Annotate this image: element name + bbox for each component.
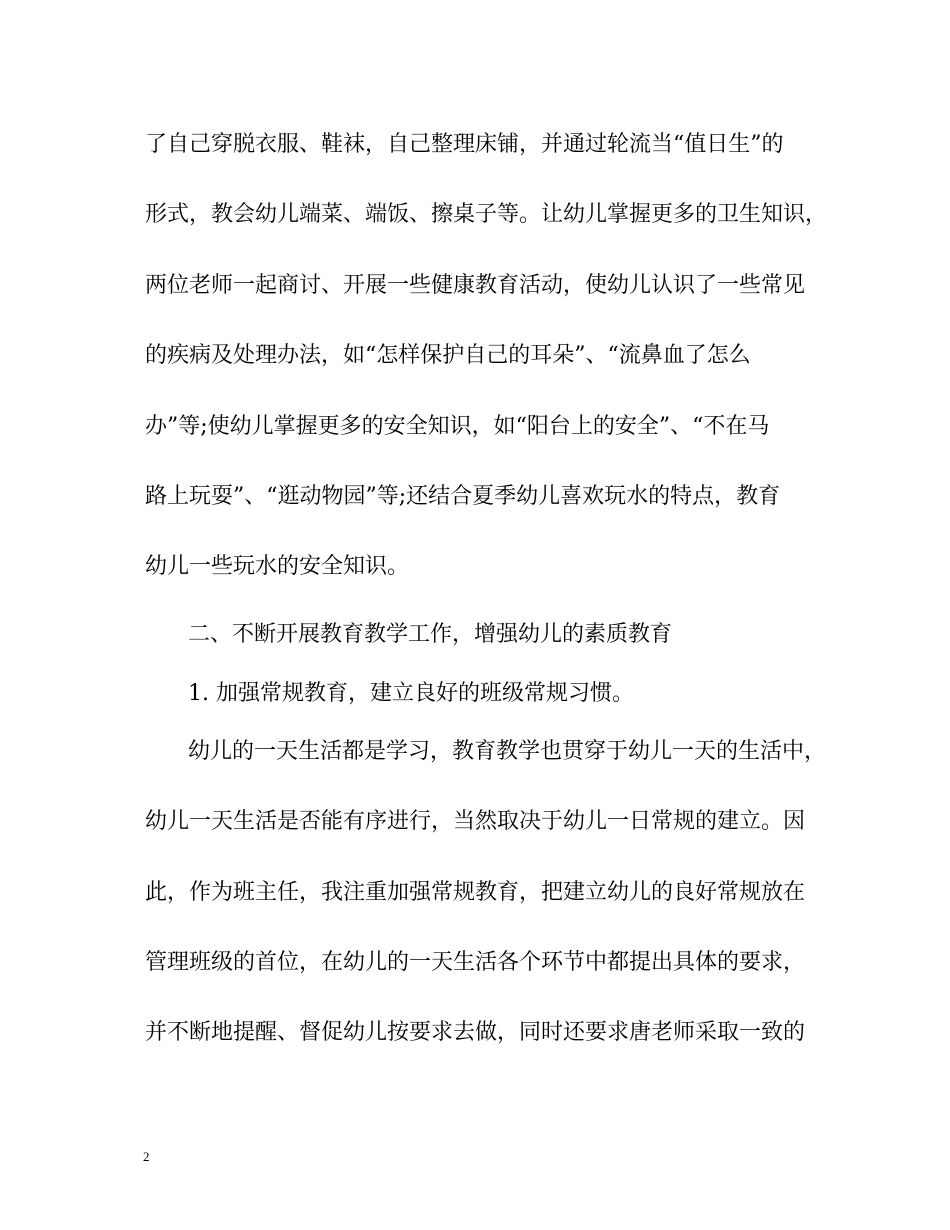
body-text-line: 了自己穿脱衣服、鞋袜，自己整理床铺，并通过轮流当“值日生”的 xyxy=(145,132,784,157)
body-text-line: 此，作为班主任，我注重加强常规教育，把建立幼儿的良好常规放在 xyxy=(145,880,806,905)
body-text-line: 形式，教会幼儿端菜、端饭、擦桌子等。让幼儿掌握更多的卫生知识， xyxy=(145,202,828,227)
body-text-line: 两位老师一起商讨、开展一些健康教育活动，使幼儿认识了一些常见 xyxy=(145,273,806,298)
subsection-heading: 1. 加强常规教育，建立良好的班级常规习惯。 xyxy=(188,681,634,706)
body-text-line: 并不断地提醒、督促幼儿按要求去做，同时还要求唐老师采取一致的 xyxy=(145,1020,806,1045)
body-text-line: 管理班级的首位，在幼儿的一天生活各个环节中都提出具体的要求， xyxy=(145,950,806,975)
body-text-line: 幼儿一些玩水的安全知识。 xyxy=(145,554,410,579)
body-text-line: 路上玩耍”、“逛动物园”等;还结合夏季幼儿喜欢玩水的特点，教育 xyxy=(145,484,781,509)
section-heading: 二、不断开展教育教学工作，增强幼儿的素质教育 xyxy=(188,622,673,647)
page-number: 2 xyxy=(143,1149,150,1164)
body-text-line: 办”等;使幼儿掌握更多的安全知识，如“阳台上的安全”、“不在马 xyxy=(145,414,770,439)
body-text-line: 幼儿的一天生活都是学习，教育教学也贯穿于幼儿一天的生活中， xyxy=(188,739,827,764)
body-text-line: 的疾病及处理办法，如“怎样保护自己的耳朵”、“流鼻血了怎么 xyxy=(145,343,751,368)
body-text-line: 幼儿一天生活是否能有序进行，当然取决于幼儿一日常规的建立。因 xyxy=(145,809,806,834)
